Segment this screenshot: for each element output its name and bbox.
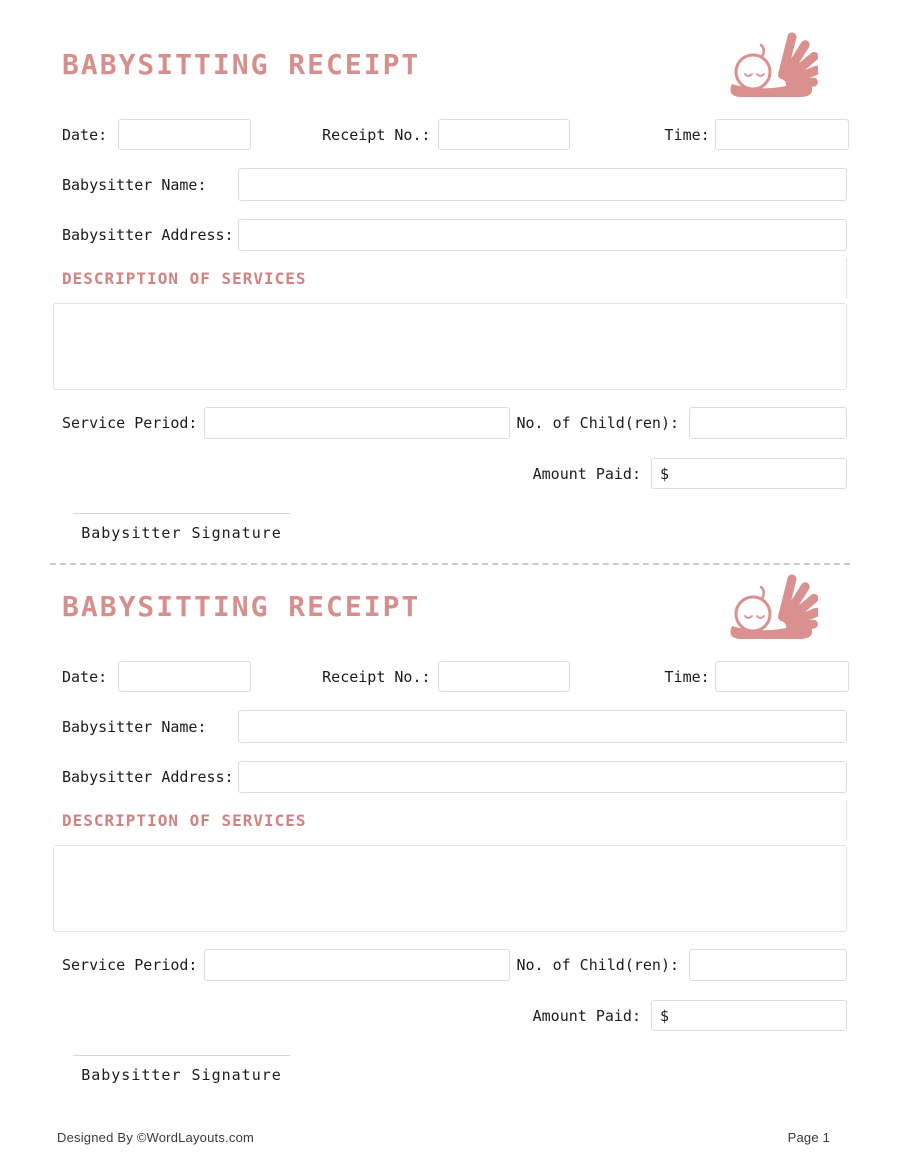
babysitter-address-row xyxy=(53,761,847,793)
receipt-header xyxy=(53,28,847,100)
service-period-input[interactable] xyxy=(204,949,510,981)
baby-bassinet-logo-icon xyxy=(726,29,818,99)
babysitter-name-input[interactable] xyxy=(238,168,847,201)
page-number: Page 1 xyxy=(787,1130,830,1145)
service-period-label: Service Period: xyxy=(62,414,198,432)
dollar-sign: $ xyxy=(660,1006,670,1025)
children-count-label: No. of Child(ren): xyxy=(516,414,680,432)
babysitter-signature-label: Babysitter Signature xyxy=(81,524,282,542)
children-count-input[interactable] xyxy=(689,949,847,981)
children-count-label: No. of Child(ren): xyxy=(516,956,680,974)
amount-row xyxy=(53,458,847,489)
meta-row xyxy=(53,119,847,150)
description-heading: DESCRIPTION OF SERVICES xyxy=(62,810,307,830)
time-label: Time: xyxy=(664,667,710,686)
babysitter-name-row xyxy=(53,168,847,201)
babysitter-address-input[interactable] xyxy=(238,219,847,251)
receipt-title: BABYSITTING RECEIPT xyxy=(62,47,421,81)
page-footer xyxy=(57,1130,830,1145)
time-label: Time: xyxy=(664,125,710,144)
amount-paid-label: Amount Paid: xyxy=(532,464,641,483)
date-input[interactable] xyxy=(118,661,251,692)
amount-row xyxy=(53,1000,847,1031)
children-count-input[interactable] xyxy=(689,407,847,439)
babysitter-name-label: Babysitter Name: xyxy=(62,175,207,194)
amount-paid-box xyxy=(651,1000,847,1031)
receipt-section-top xyxy=(0,0,900,542)
service-period-label: Service Period: xyxy=(62,956,198,974)
baby-bassinet-logo-icon xyxy=(726,571,818,641)
babysitter-name-label: Babysitter Name: xyxy=(62,717,207,736)
amount-paid-box xyxy=(651,458,847,489)
receipt-no-input[interactable] xyxy=(438,119,570,150)
date-label: Date: xyxy=(62,125,108,144)
babysitter-address-input[interactable] xyxy=(238,761,847,793)
time-input[interactable] xyxy=(715,661,849,692)
description-heading-row xyxy=(53,800,847,840)
receipt-header xyxy=(53,570,847,642)
description-heading-row xyxy=(53,258,847,298)
receipt-no-input[interactable] xyxy=(438,661,570,692)
date-label: Date: xyxy=(62,667,108,686)
description-textarea[interactable] xyxy=(53,303,847,390)
amount-paid-label: Amount Paid: xyxy=(532,1006,641,1025)
description-textarea[interactable] xyxy=(53,845,847,932)
time-input[interactable] xyxy=(715,119,849,150)
meta-row xyxy=(53,661,847,692)
signature-block xyxy=(73,1055,290,1084)
signature-block xyxy=(73,513,290,542)
babysitter-address-row xyxy=(53,219,847,251)
receipt-section-bottom xyxy=(0,565,900,1084)
receipt-title: BABYSITTING RECEIPT xyxy=(62,589,421,623)
date-input[interactable] xyxy=(118,119,251,150)
babysitter-signature-label: Babysitter Signature xyxy=(81,1066,282,1084)
description-heading: DESCRIPTION OF SERVICES xyxy=(62,268,307,288)
babysitter-name-row xyxy=(53,710,847,743)
babysitter-address-label: Babysitter Address: xyxy=(62,226,234,244)
dollar-sign: $ xyxy=(660,464,670,483)
babysitter-address-label: Babysitter Address: xyxy=(62,768,234,786)
service-row xyxy=(53,407,847,439)
babysitter-name-input[interactable] xyxy=(238,710,847,743)
service-period-input[interactable] xyxy=(204,407,510,439)
service-row xyxy=(53,949,847,981)
amount-paid-input[interactable] xyxy=(669,459,872,488)
receipt-no-label: Receipt No.: xyxy=(322,667,431,686)
designer-credit: Designed By ©WordLayouts.com xyxy=(57,1130,255,1145)
amount-paid-input[interactable] xyxy=(669,1001,872,1030)
receipt-no-label: Receipt No.: xyxy=(322,125,431,144)
